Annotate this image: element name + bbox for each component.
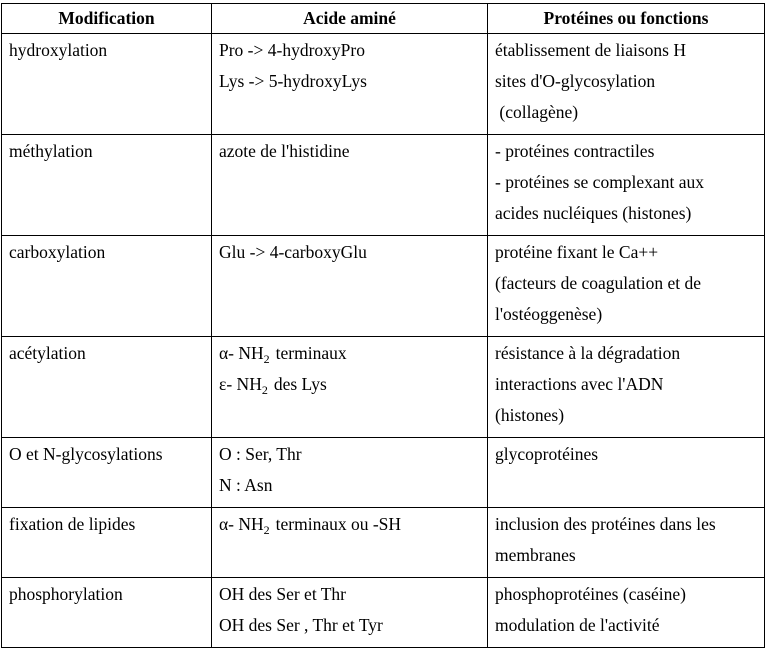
fonction-cell: - protéines contractiles - protéines se complexant aux acides nucléiques (histones) bbox=[488, 135, 765, 236]
table-row bbox=[2, 438, 765, 508]
modification-cell: phosphorylation bbox=[2, 578, 212, 648]
formula-line: ε- $NH_2$ des Lys bbox=[219, 374, 327, 397]
table-row bbox=[2, 508, 765, 578]
table-row bbox=[2, 236, 765, 337]
table-row bbox=[2, 337, 765, 438]
fonction-cell: inclusion des protéines dans les membranes bbox=[488, 508, 765, 578]
acide-cell: O : Ser, Thr N : Asn bbox=[212, 438, 488, 508]
modifications-table bbox=[1, 3, 765, 648]
modification-cell: acétylation bbox=[2, 337, 212, 438]
formula-line: α- $NH_2$ terminaux ou -SH bbox=[219, 514, 402, 537]
header-proteines-fonctions: Protéines ou fonctions bbox=[488, 4, 765, 34]
fonction-cell: protéine fixant le Ca++ (facteurs de coagulation et de l'ostéoggenèse) bbox=[488, 236, 765, 337]
modification-cell: hydroxylation bbox=[2, 34, 212, 135]
modification-cell: méthylation bbox=[2, 135, 212, 236]
fonction-cell: établissement de liaisons H sites d'O-glycosylation (collagène) bbox=[488, 34, 765, 135]
fonction-cell: phosphoprotéines (caséine) modulation de l'activité bbox=[488, 578, 765, 648]
acide-cell bbox=[212, 337, 488, 438]
fonction-cell: résistance à la dégradation interactions avec l'ADN (histones) bbox=[488, 337, 765, 438]
modification-cell: O et N-glycosylations bbox=[2, 438, 212, 508]
header-modification: Modification bbox=[2, 4, 212, 34]
header-row bbox=[2, 4, 765, 34]
acide-cell: Pro -> 4-hydroxyPro Lys -> 5-hydroxyLys bbox=[212, 34, 488, 135]
acide-cell: OH des Ser et Thr OH des Ser , Thr et Tyr bbox=[212, 578, 488, 648]
header-acide-amine: Acide aminé bbox=[212, 4, 488, 34]
modification-cell: fixation de lipides bbox=[2, 508, 212, 578]
formula-line: α- $NH_2$ terminaux bbox=[219, 343, 347, 366]
modification-cell: carboxylation bbox=[2, 236, 212, 337]
fonction-cell: glycoprotéines bbox=[488, 438, 765, 508]
table-row bbox=[2, 34, 765, 135]
acide-cell: azote de l'histidine bbox=[212, 135, 488, 236]
table-row bbox=[2, 135, 765, 236]
acide-cell: Glu -> 4-carboxyGlu bbox=[212, 236, 488, 337]
table-row bbox=[2, 578, 765, 648]
acide-cell bbox=[212, 508, 488, 578]
